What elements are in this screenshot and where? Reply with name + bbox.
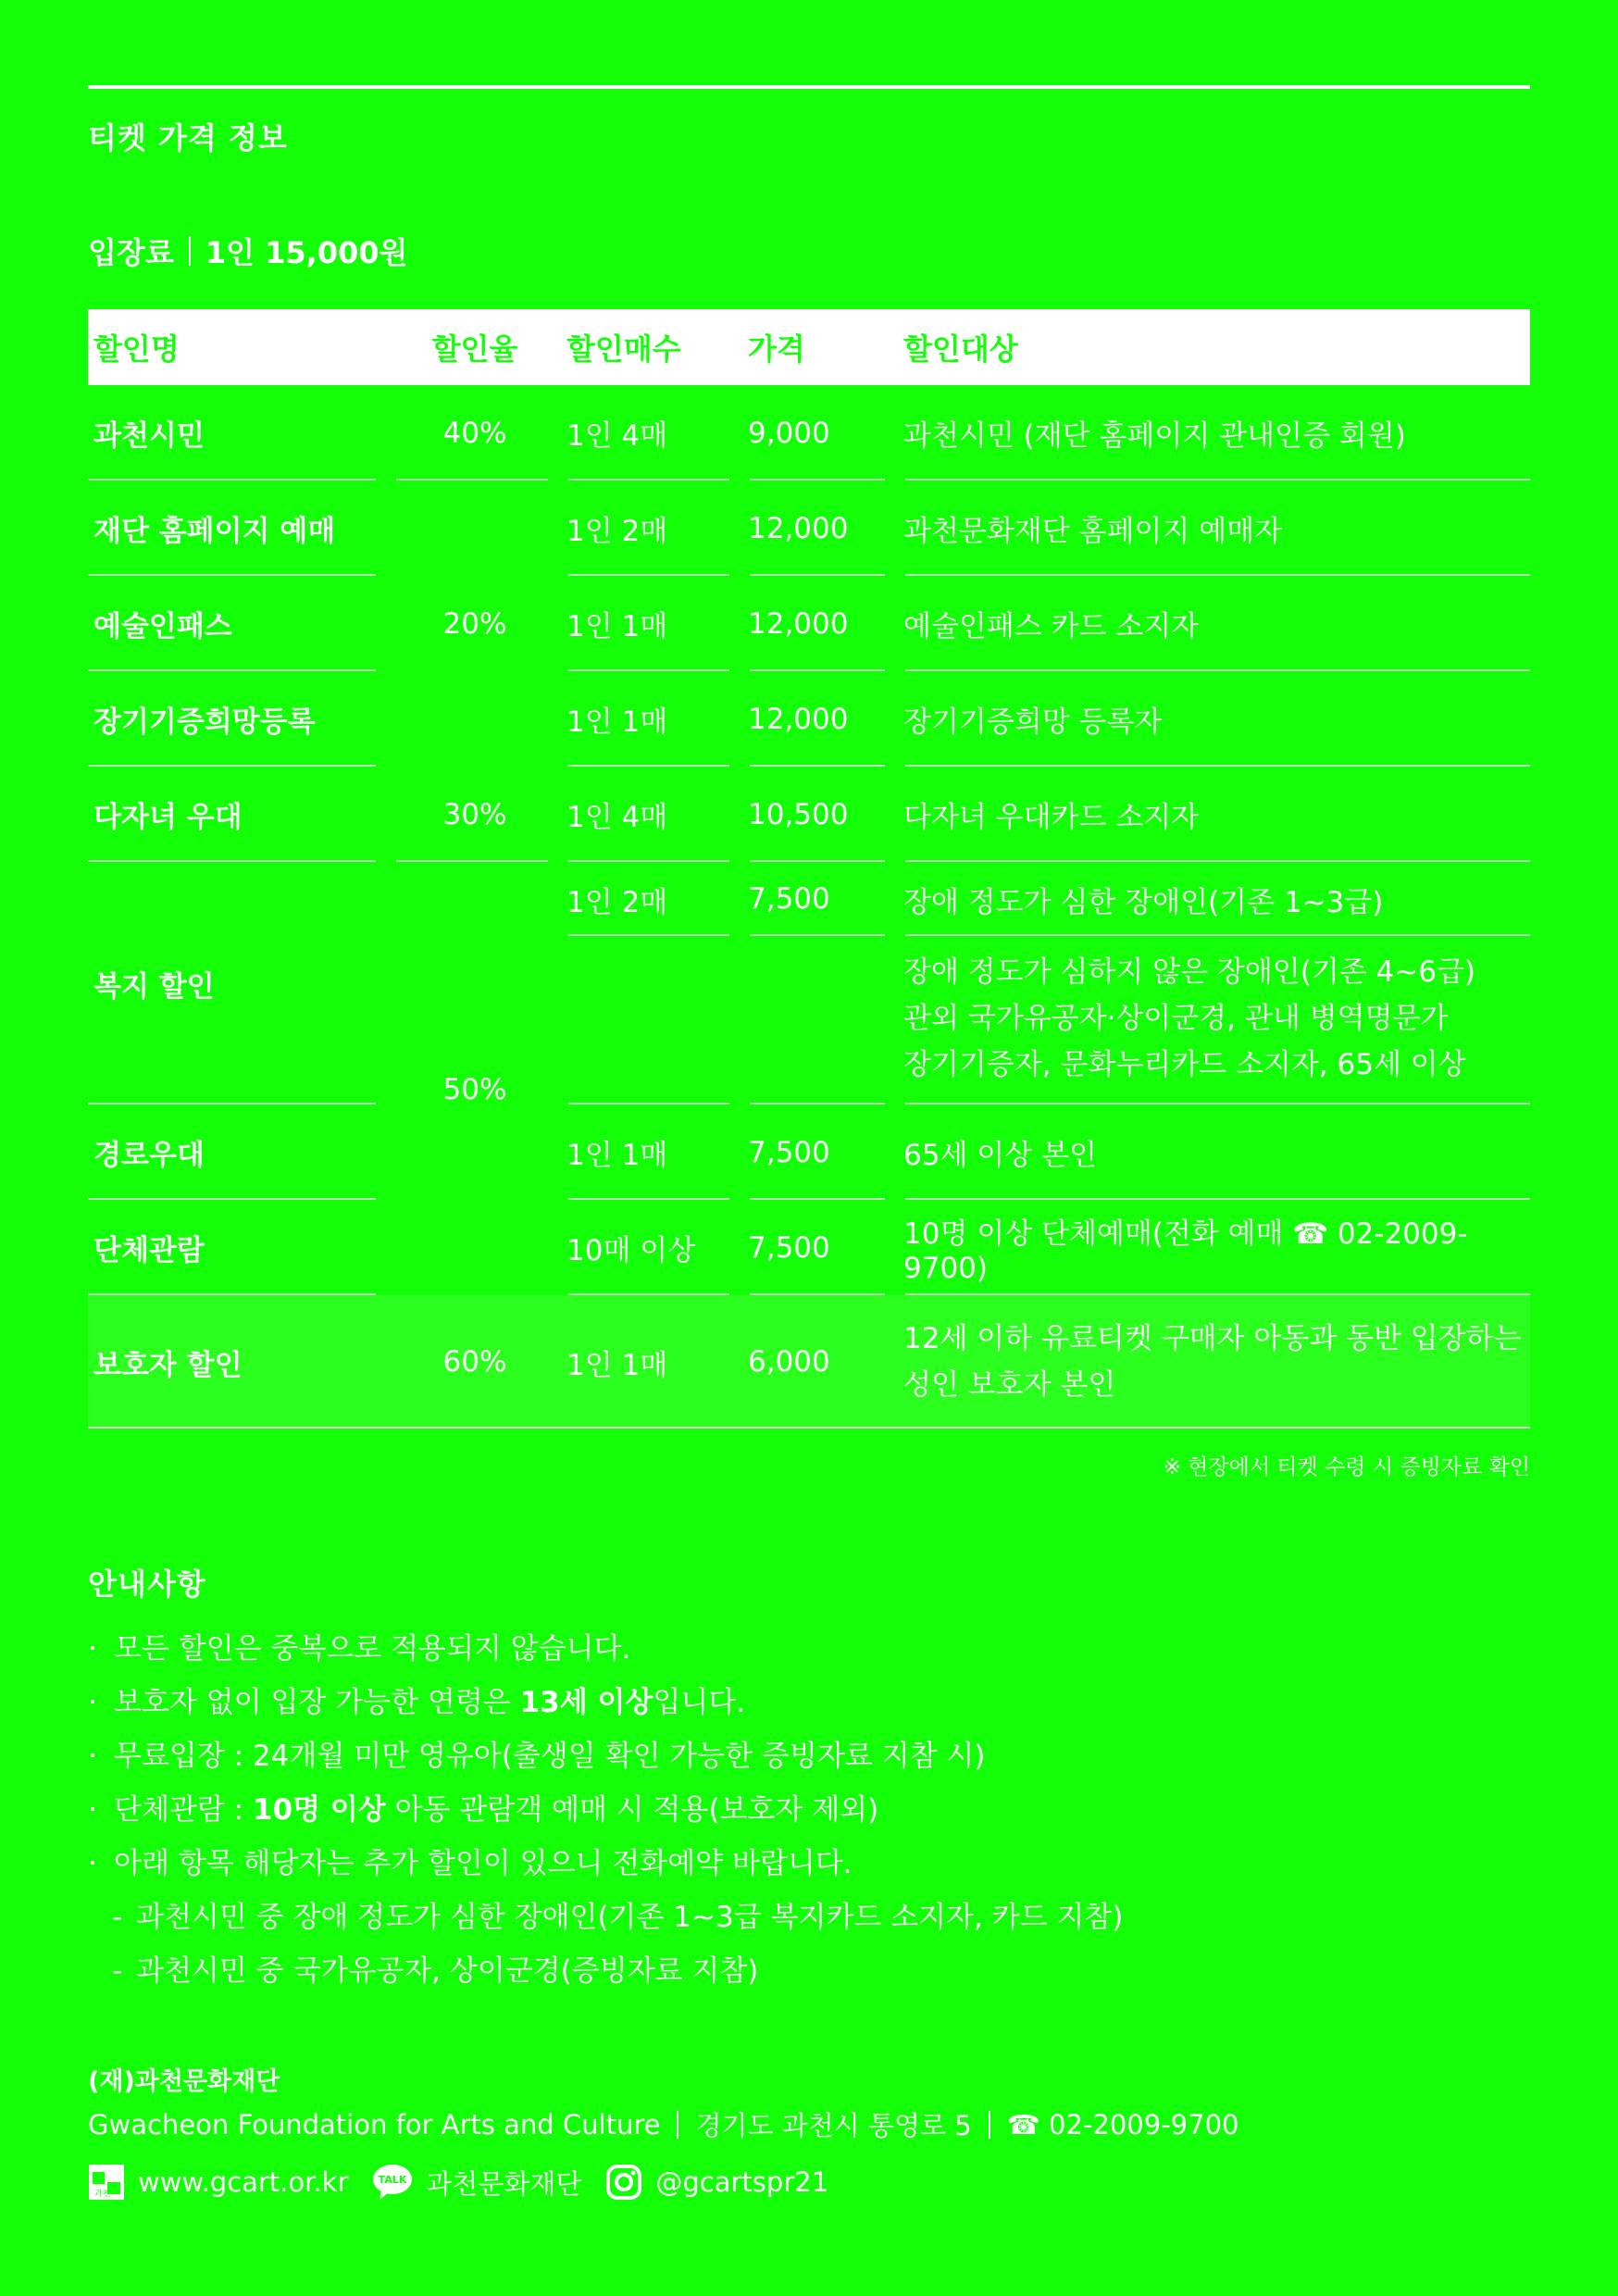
bullet: · [88, 1632, 97, 1666]
table-row [88, 862, 1530, 936]
row-price: 6,000 [742, 1295, 898, 1429]
row-name: 장기기증희망등록 [88, 671, 389, 767]
guide-subitem [88, 1890, 1123, 1944]
row-target: 과천시민 (재단 홈페이지 관내인증 회원) [898, 385, 1530, 480]
row-price: 7,500 [742, 1104, 898, 1200]
row-price: 12,000 [742, 671, 898, 767]
row-price: 10,500 [742, 767, 898, 862]
guide-emphasis: 13세 이상 [519, 1686, 653, 1719]
row-target: 과천문화재단 홈페이지 예매자 [898, 480, 1530, 576]
header-target: 할인대상 [898, 309, 1530, 385]
target-line: 관외 국가유공자·상이군경, 관내 병역명문가 [903, 1002, 1449, 1035]
guide-text: 모든 할인은 중복으로 적용되지 않습니다. [114, 1632, 631, 1666]
row-qty: 1인 4매 [561, 385, 742, 480]
separator [989, 2111, 990, 2139]
admission-fee [88, 230, 407, 272]
kakaotalk-icon [372, 2163, 413, 2202]
row-qty: 10매 이상 [561, 1200, 742, 1295]
bullet: - [112, 1954, 123, 1988]
guide-text: 과천시민 중 장애 정도가 심한 장애인(기존 1~3급 복지카드 소지자, 카드 지참) [136, 1901, 1124, 1934]
header-ticket-count: 할인매수 [561, 309, 742, 385]
row-rate: 30% [389, 767, 561, 862]
row-price-empty [742, 936, 898, 1104]
foundation-logo-icon [88, 2164, 125, 2201]
row-target: 장기기증희망 등록자 [898, 671, 1530, 767]
price-table [88, 309, 1530, 1429]
guide-list [88, 1622, 1123, 1998]
row-qty: 1인 2매 [561, 862, 742, 936]
guide-item [88, 1837, 1123, 1890]
instagram-link[interactable] [605, 2164, 828, 2201]
header-discount-rate: 할인율 [389, 309, 561, 385]
instagram-handle: @gcartspr21 [655, 2166, 829, 2198]
guide-item [88, 1622, 1123, 1676]
guide-item [88, 1676, 1123, 1729]
contact-links [88, 2163, 853, 2202]
bullet: · [88, 1740, 97, 1773]
row-price: 12,000 [742, 480, 898, 576]
page-title: 티켓 가격 정보 [88, 120, 288, 156]
guide-text: 아동 관람객 예매 시 적용(보호자 제외) [385, 1793, 879, 1827]
row-name: 복지 할인 [88, 862, 389, 1104]
top-divider [88, 85, 1530, 89]
guide-text: 단체관람 : [114, 1793, 253, 1827]
row-target-multi [898, 1295, 1530, 1429]
guide-subitem [88, 1944, 1123, 1998]
table-row [88, 480, 1530, 576]
price-info-page [88, 0, 1530, 2296]
admission-label: 입장료 [88, 235, 174, 270]
organization-phone: ☎ 02-2009-9700 [1006, 2108, 1239, 2140]
organization-english-name: Gwacheon Foundation for Arts and Culture [88, 2108, 661, 2140]
row-qty: 1인 1매 [561, 576, 742, 671]
row-target-multi [898, 936, 1530, 1104]
verification-note: ※ 현장에서 티켓 수령 시 증빙자료 확인 [1163, 1455, 1530, 1479]
website-url: www.gcart.or.kr [138, 2166, 349, 2198]
guide-text: 과천시민 중 국가유공자, 상이군경(증빙자료 지참) [136, 1954, 759, 1988]
guide-text: 아래 항목 해당자는 추가 할인이 있으니 전화예약 바랍니다. [114, 1847, 853, 1880]
row-target: 10명 이상 단체예매(전화 예매 ☎ 02-2009-9700) [898, 1200, 1530, 1295]
row-qty: 1인 1매 [561, 1295, 742, 1429]
kakao-channel-link[interactable] [372, 2163, 581, 2202]
row-qty-empty [561, 936, 742, 1104]
target-line: 장애 정도가 심하지 않은 장애인(기존 4~6급) [903, 955, 1476, 989]
row-price: 7,500 [742, 1200, 898, 1295]
table-row [88, 576, 1530, 671]
kakao-channel-name: 과천문화재단 [426, 2167, 582, 2200]
table-row [88, 1200, 1530, 1295]
bullet: · [88, 1847, 97, 1880]
guide-text: 입니다. [653, 1686, 746, 1719]
admission-value: 1인 15,000원 [205, 235, 408, 270]
row-target: 예술인패스 카드 소지자 [898, 576, 1530, 671]
row-price: 7,500 [742, 862, 898, 936]
organization-address: 경기도 과천시 통영로 5 [695, 2110, 972, 2141]
logo-text: 과천 [94, 2190, 111, 2199]
separator [677, 2111, 678, 2139]
row-name: 재단 홈페이지 예매 [88, 480, 389, 576]
row-qty: 1인 1매 [561, 671, 742, 767]
admission-separator [189, 236, 191, 266]
bullet: · [88, 1686, 97, 1719]
row-name: 다자녀 우대 [88, 767, 389, 862]
table-row [88, 1104, 1530, 1200]
row-name: 경로우대 [88, 1104, 389, 1200]
target-line: 성인 보호자 본인 [903, 1368, 1116, 1402]
row-qty: 1인 4매 [561, 767, 742, 862]
row-qty: 1인 1매 [561, 1104, 742, 1200]
table-row [88, 671, 1530, 767]
header-price: 가격 [742, 309, 898, 385]
table-header-row [88, 309, 1530, 385]
row-target: 65세 이상 본인 [898, 1104, 1530, 1200]
row-price: 12,000 [742, 576, 898, 671]
table-row [88, 767, 1530, 862]
row-target: 장애 정도가 심한 장애인(기존 1~3급) [898, 862, 1530, 936]
website-link[interactable] [88, 2164, 348, 2201]
guide-title: 안내사항 [88, 1566, 206, 1602]
kakao-badge-text: TALK [378, 2174, 407, 2186]
row-rate: 20% [442, 606, 507, 641]
target-line: 12세 이하 유료티켓 구매자 아동과 동반 입장하는 [903, 1322, 1522, 1355]
header-discount-name: 할인명 [88, 309, 389, 385]
bullet: · [88, 1793, 97, 1827]
row-rate: 60% [389, 1295, 561, 1429]
bullet: - [112, 1901, 123, 1934]
table-row [88, 385, 1530, 480]
row-price: 9,000 [742, 385, 898, 480]
instagram-icon [605, 2164, 642, 2201]
row-qty: 1인 2매 [561, 480, 742, 576]
row-name: 단체관람 [88, 1200, 389, 1295]
table-row-highlighted [88, 1295, 1530, 1429]
row-rate: 50% [442, 1073, 507, 1106]
row-target: 다자녀 우대카드 소지자 [898, 767, 1530, 862]
row-rate: 40% [389, 385, 561, 480]
guide-item [88, 1729, 1123, 1783]
organization-name: (재)과천문화재단 [88, 2067, 280, 2096]
row-name: 과천시민 [88, 385, 389, 480]
guide-text: 보호자 없이 입장 가능한 연령은 [114, 1686, 520, 1719]
organization-info [88, 2105, 1238, 2143]
row-name: 보호자 할인 [88, 1295, 389, 1429]
guide-text: 무료입장 : 24개월 미만 영유아(출생일 확인 가능한 증빙자료 지참 시) [114, 1740, 986, 1773]
guide-item [88, 1783, 1123, 1837]
guide-emphasis: 10명 이상 [252, 1793, 386, 1827]
target-line: 장기기증자, 문화누리카드 소지자, 65세 이상 [903, 1048, 1466, 1081]
row-name: 예술인패스 [88, 576, 389, 671]
